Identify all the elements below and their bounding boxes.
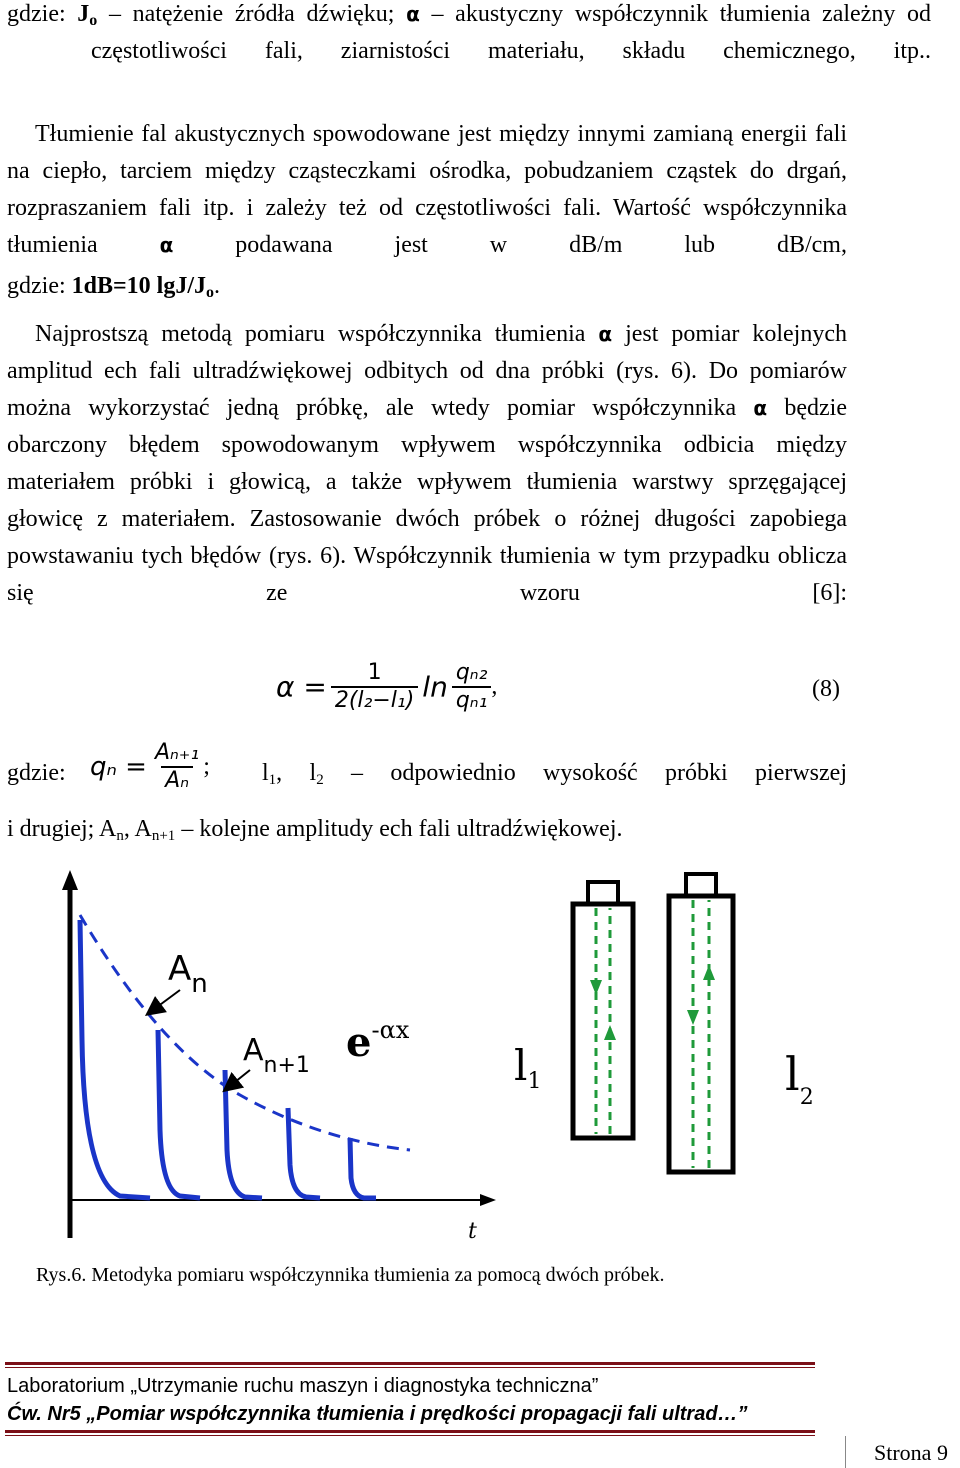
label-l1: l1 xyxy=(514,1041,542,1094)
wave-arrows-2 xyxy=(687,965,715,1025)
text-part: . xyxy=(214,273,221,299)
sub-n1: n+1 xyxy=(151,828,176,844)
footer-lab-title: Laboratorium „Utrzymanie ruchu maszyn i diagnostyka techniczna” xyxy=(7,1375,599,1397)
figure-caption: Rys.6. Metodyka pomiaru współczynnika tłumienia za pomocą dwóch próbek. xyxy=(36,1264,665,1286)
text-part: Tłumienie fal akustycznych spowodowane jest między innymi zamianą energii fali na ciepło, tarciem między cząsteczkami ośrodka, pobudzaniem cząstek do drgań, rozpraszaniem fali itp. i zależy też od częstotliwości fali. Wartość współczynnika tłumienia xyxy=(7,121,847,258)
specimens xyxy=(514,874,814,1172)
ln-operator: ln xyxy=(422,670,448,704)
footer-rule-top-thin xyxy=(5,1367,815,1368)
text-part: l xyxy=(262,760,269,786)
label-l2: $l_2$ xyxy=(785,1047,814,1110)
footer-rule-bottom-thin xyxy=(5,1435,815,1436)
y-axis-arrow xyxy=(62,870,78,890)
page-number: Strona 9 xyxy=(874,1440,948,1465)
pulse-3 xyxy=(225,1070,262,1198)
specimen-2 xyxy=(669,896,733,1172)
defs-amplitudes xyxy=(7,811,847,848)
text-lead: gdzie: xyxy=(7,1,78,27)
db-formula: 1dB=10 lgJ/J xyxy=(71,273,207,299)
text-part: Najprostszą metodą pomiaru współczynnika tłumienia xyxy=(35,321,599,347)
arrow-an1 xyxy=(230,1070,250,1086)
label-an1: $A_{n+1}$ xyxy=(243,1033,310,1078)
equation-comma: , xyxy=(491,673,498,700)
q-numerator: qₙ₂ xyxy=(455,660,488,685)
sub-2: 2 xyxy=(316,772,324,788)
defs-lengths xyxy=(262,755,847,792)
semicolon: ; xyxy=(203,753,210,780)
echo-pulses xyxy=(80,920,376,1198)
db-formula-sub: o xyxy=(206,284,215,301)
qn-lhs: qₙ = xyxy=(90,752,147,782)
equation-lhs: α = xyxy=(276,670,327,704)
text-part: – odpowiednio wysokość próbki pierwszej xyxy=(323,760,847,786)
footer-exercise-title: Ćw. Nr5 „Pomiar współczynnika tłumienia i prędkości propagacji fali ultrad…” xyxy=(7,1403,748,1425)
qn-formula xyxy=(90,740,210,794)
text-part: – natężenie źródła dźwięku; xyxy=(97,1,407,27)
text-part: będzie obarczony błędem spowodowanym wpływem współczynnika odbicia między materiałem próbki i głowicą, a także wpływem tłumienia warstwy sprzęgającej głowicę z materiałem. Zastosowanie dwóch próbek o różnej długości zapobiega powstawaniu tych błędów (rys. 6). Współczynnik tłumienia w tym przypadku oblicza się ze wzoru [6]: xyxy=(7,395,848,606)
pulse-5 xyxy=(350,1138,376,1198)
text-part: gdzie: xyxy=(7,273,72,299)
arrow-an xyxy=(153,990,180,1010)
symbol-alpha: α xyxy=(159,233,174,257)
text-part: – akustyczny współczynnik tłumienia zależny od częstotliwości fali, ziarnistości materiału, składu chemicznego, itp.. xyxy=(91,1,931,64)
qn-denominator: Aₙ xyxy=(161,766,193,794)
text-part: , l xyxy=(276,760,317,786)
paragraph-damping xyxy=(7,116,847,264)
text-part: podawana jest w dB/m lub dB/cm, xyxy=(173,232,847,258)
paragraph-definitions xyxy=(7,0,931,70)
footer-rule-bottom xyxy=(5,1430,815,1433)
text-lead: gdzie: xyxy=(7,760,66,786)
paragraph-method xyxy=(7,316,847,612)
text-part: , A xyxy=(123,816,152,842)
text-part: jest pomiar kolejnych amplitud ech fali ultradźwiękowej odbitych od dna próbki (rys. 6). Do pomiarów można wykorzystać jedną próbkę, ale wtedy pomiar współczynnika xyxy=(7,321,848,421)
symbol-j: J xyxy=(77,1,90,27)
equation-fraction xyxy=(331,660,418,714)
label-exponent: $e^{-\alpha x}$ xyxy=(346,1016,410,1066)
sub-1: 1 xyxy=(268,772,277,788)
sub-n: n xyxy=(116,828,124,844)
pulse-1 xyxy=(80,920,150,1198)
qn-numerator: Aₙ₊₁ xyxy=(154,740,200,765)
pulse-2 xyxy=(158,1030,200,1198)
symbol-alpha: α xyxy=(598,322,613,346)
symbol-alpha: α xyxy=(753,396,768,420)
footer-rule-top xyxy=(5,1362,815,1365)
wave-arrows-1 xyxy=(590,980,616,1040)
symbol-j-sub: o xyxy=(89,12,98,29)
qn-fraction xyxy=(151,740,203,794)
text-part: – kolejne amplitudy ech fali ultradźwiękowej. xyxy=(175,816,623,842)
text-part: i drugiej; A xyxy=(7,816,117,842)
label-an: $A_n$ xyxy=(168,949,208,999)
waves-specimen-1 xyxy=(596,908,610,1134)
waves-specimen-2 xyxy=(693,900,709,1168)
figure-6 xyxy=(40,860,860,1250)
q-denominator: qₙ₁ xyxy=(452,686,492,714)
x-axis-arrow xyxy=(480,1194,496,1206)
probe-1 xyxy=(588,882,618,904)
fraction-numerator: 1 xyxy=(367,660,382,685)
probe-2 xyxy=(686,874,716,896)
paragraph-damping-formula xyxy=(7,268,847,305)
equation-number: (8) xyxy=(812,676,840,702)
equation-8 xyxy=(276,660,497,714)
q-ratio xyxy=(452,660,492,714)
t-axis-label: t xyxy=(468,1219,477,1244)
fraction-denominator: 2(l₂−l₁) xyxy=(331,686,418,714)
specimen-1 xyxy=(573,904,633,1138)
symbol-alpha: α xyxy=(406,2,420,26)
echo-graph xyxy=(62,870,496,1244)
